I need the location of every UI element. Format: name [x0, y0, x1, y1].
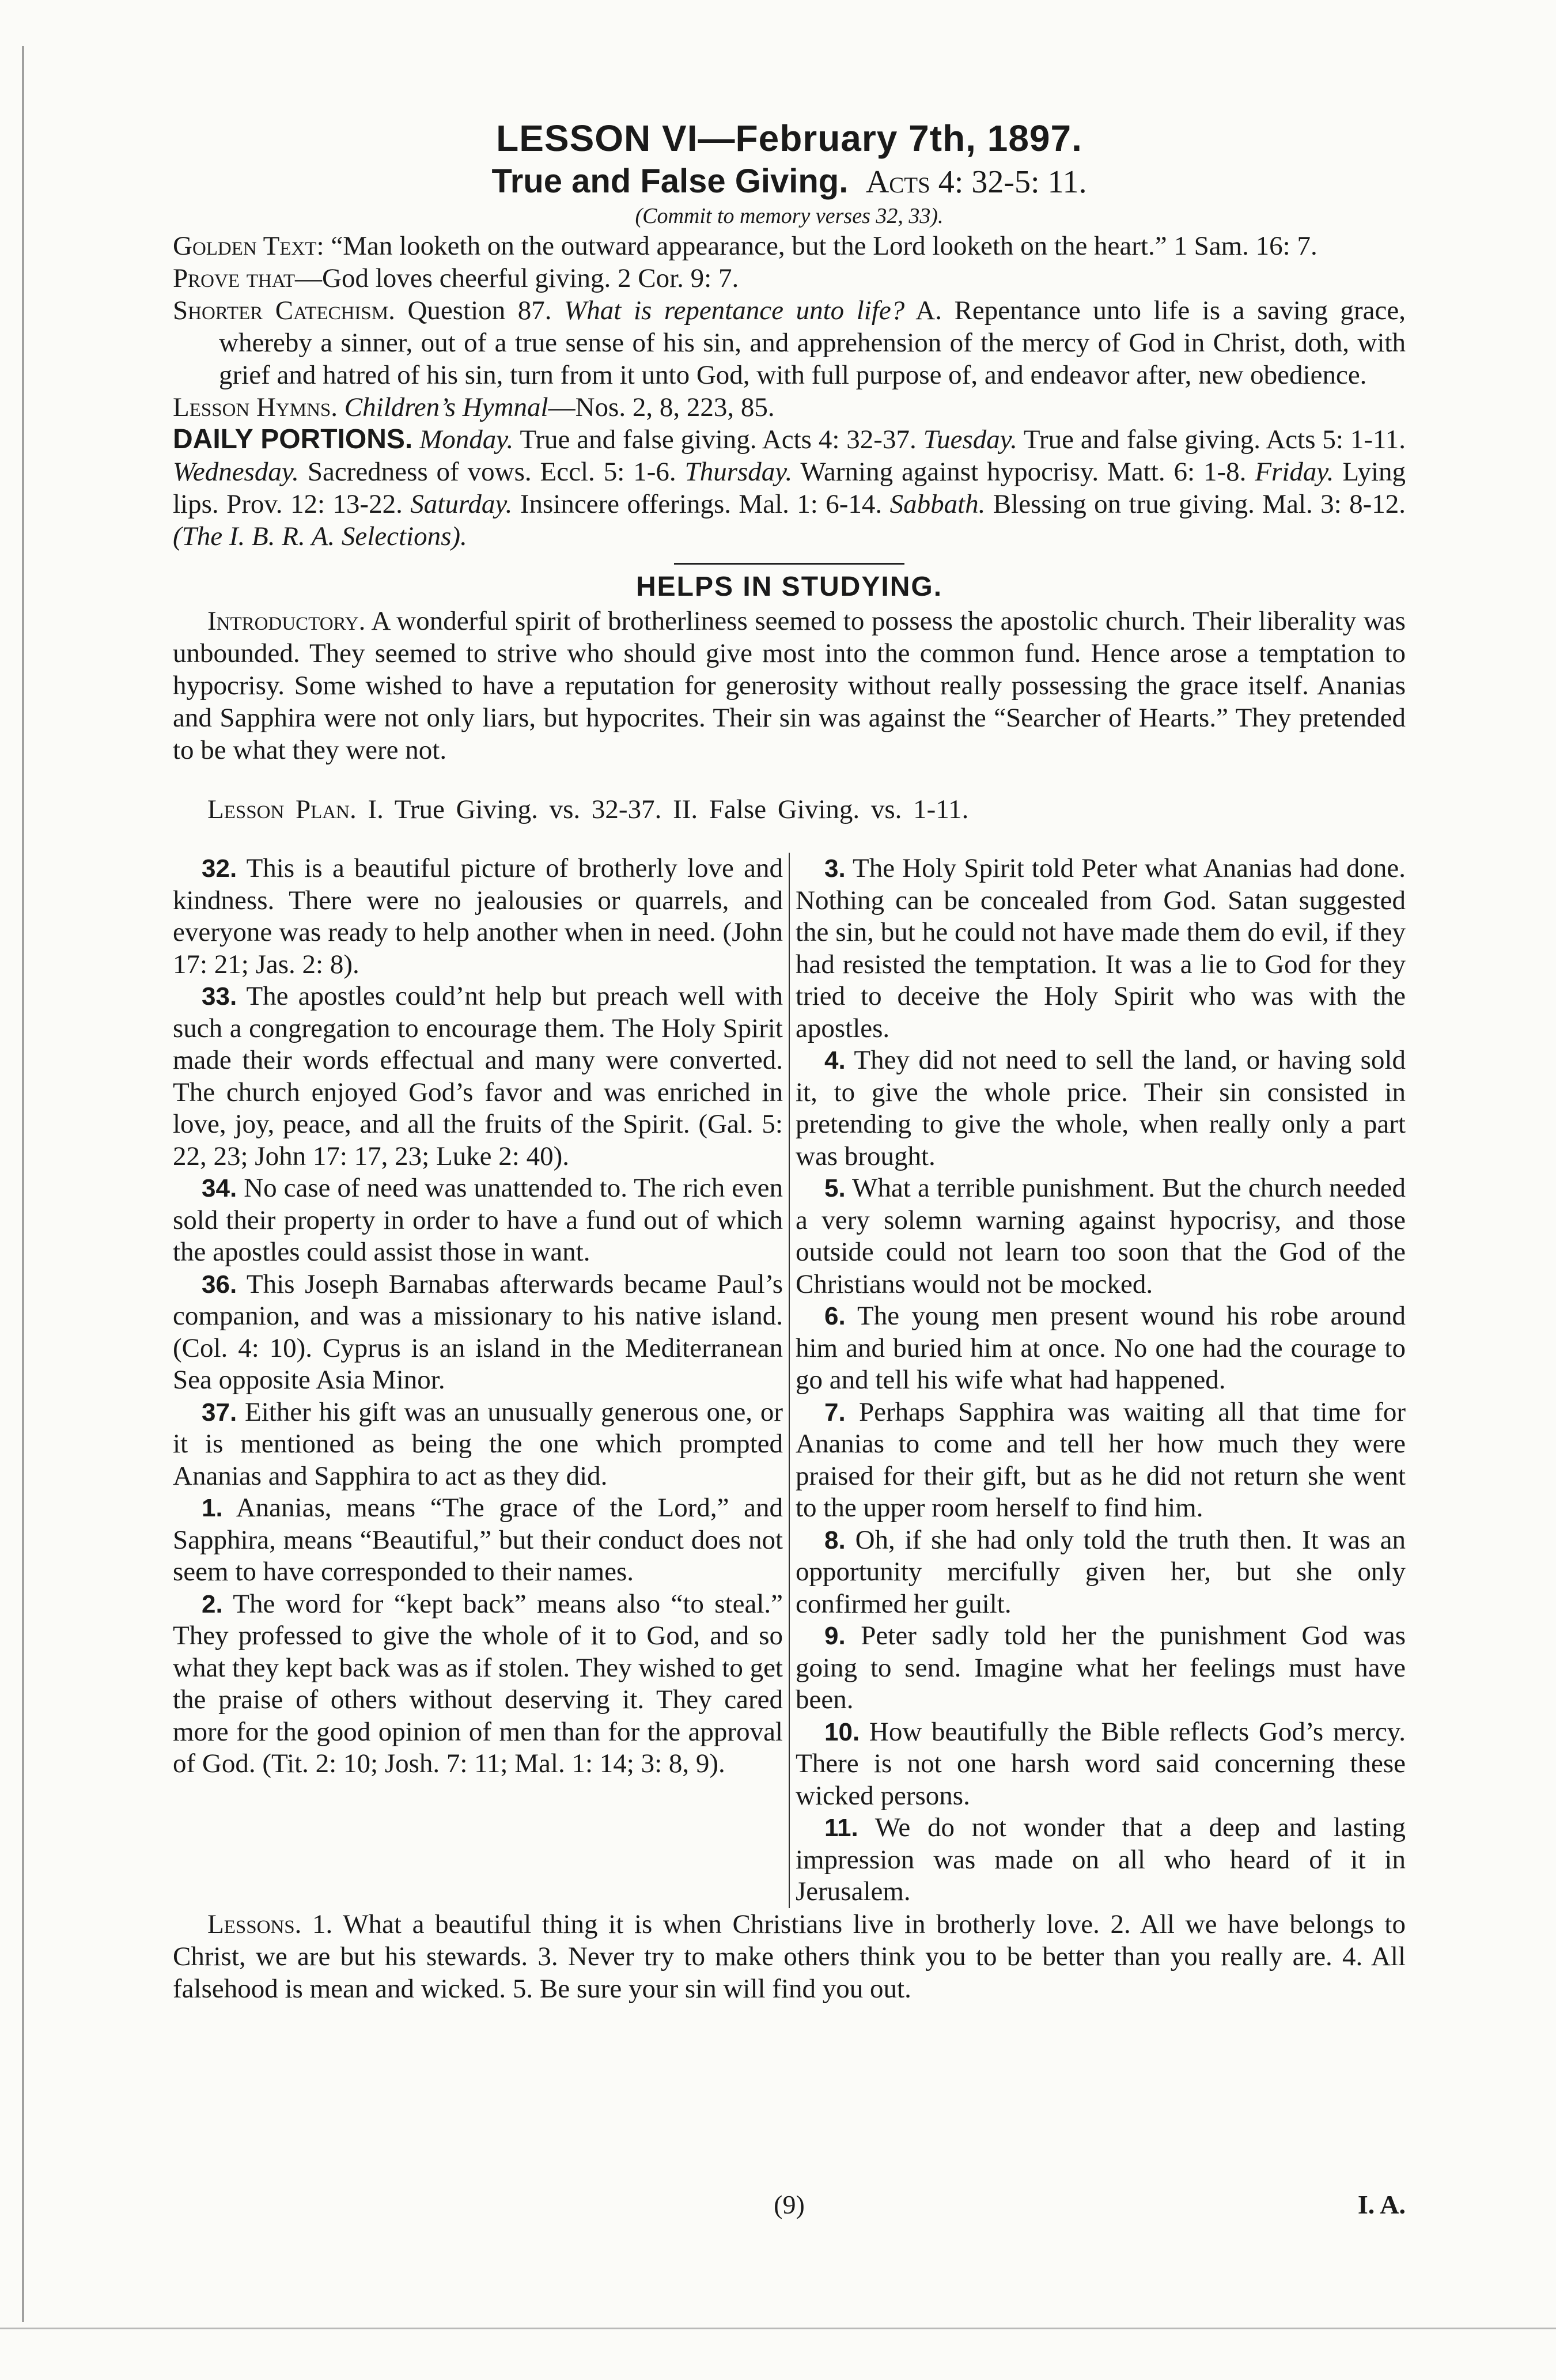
- verse-note-text: No case of need was unattended to. The rich even sold their property in order to have a fund out of which the apostles could assist those in want.: [173, 1173, 783, 1267]
- helps-heading: HELPS IN STUDYING.: [635, 572, 943, 602]
- tuesday-reading: True and false giving. Acts 5: 1-11.: [1023, 425, 1406, 455]
- lesson-page: [173, 115, 1406, 2005]
- verse-note: [173, 1172, 783, 1269]
- left-column: [173, 853, 790, 1908]
- verse-note-text: This Joseph Barnabas afterwards became Paul’s companion, and was a missionary to his native island. (Col. 4: 10). Cyprus is an island in the Mediterranean Sea opposite Asia Minor.: [173, 1269, 783, 1395]
- prove-label: Prove that: [173, 263, 296, 293]
- verse-note-text: Ananias, means “The grace of the Lord,” and Sapphira, means “Beautiful,” but their conduct does not seem to have corresponded to their names.: [173, 1493, 783, 1587]
- introductory-label: Introductory.: [207, 606, 366, 636]
- lesson-title: LESSON VI—February 7th, 1897.: [496, 118, 1082, 159]
- hymns-label: Lesson Hymns.: [173, 392, 338, 422]
- lessons-label: Lessons.: [207, 1909, 302, 1939]
- verse-number: 34.: [202, 1174, 237, 1202]
- binding-edge: [22, 46, 24, 2322]
- introductory: [173, 605, 1406, 766]
- verse-note: [796, 1716, 1406, 1813]
- day-friday: Friday.: [1255, 457, 1334, 487]
- verse-number: 4.: [824, 1046, 846, 1074]
- catechism-question: What is repentance unto life?: [564, 296, 905, 326]
- prove-body: —God loves cheerful giving. 2 Cor. 9: 7.: [295, 263, 739, 293]
- verse-note-text: Perhaps Sapphira was waiting all that time for Ananias to come and tell her how much they were praised for their gift, but as he did not return she went to the upper room herself to find him.: [796, 1397, 1406, 1523]
- verse-note-text: Either his gift was an unusually generous one, or it is mentioned as being the one which prompted Ananias and Sapphira to act as they did.: [173, 1397, 783, 1491]
- saturday-reading: Insincere offerings. Mal. 1: 6-14.: [520, 489, 883, 519]
- golden-text-body: “Man looketh on the outward appearance, but the Lord looketh on the heart.” 1 Sam. 16: 7.: [331, 231, 1318, 261]
- verse-note: [796, 1045, 1406, 1172]
- page-bottom-edge: [0, 2328, 1556, 2329]
- verse-note: [796, 1172, 1406, 1300]
- verse-note: [173, 1397, 783, 1493]
- verse-number: 33.: [202, 982, 237, 1011]
- day-wednesday: Wednesday.: [173, 457, 299, 487]
- lesson-subject-line: [173, 161, 1406, 202]
- day-monday: Monday.: [419, 425, 514, 455]
- lessons: [173, 1908, 1406, 2005]
- wednesday-reading: Sacredness of vows. Eccl. 5: 1-6.: [307, 457, 676, 487]
- verse-note: [796, 1524, 1406, 1621]
- selections-credit: (The I. B. R. A. Selections).: [173, 521, 467, 551]
- verse-note-text: Oh, if she had only told the truth then. It was an opportunity mercifully given her, but she only confirmed her guilt.: [796, 1524, 1406, 1619]
- prove-that: [173, 262, 1406, 294]
- sabbath-reading: Blessing on true giving. Mal. 3: 8-12.: [993, 489, 1406, 519]
- catechism-answer: A. Repentance unto life is a saving grace, whereby a sinner, out of a true sense of his sin, and apprehension of the mercy of God in Christ, doth, with grief and hatred of his sin, turn from it unto God, with full purpose of, and endeavor after, new obedience.: [219, 296, 1406, 390]
- day-tuesday: Tuesday.: [923, 425, 1017, 455]
- verse-number: 36.: [202, 1270, 237, 1299]
- lessons-text: 1. What a beautiful thing it is when Christians live in brotherly love. 2. All we have belongs to Christ, we are but his stewards. 3. Never try to make others think you to be better than you really are. 4. All falsehood is mean and wicked. 5. Be sure your sin will find you out.: [173, 1909, 1406, 2004]
- verse-number: 10.: [824, 1717, 860, 1746]
- introductory-text: A wonderful spirit of brotherliness seemed to possess the apostolic church. Their liberality was unbounded. They seemed to strive who should give most into the common fund. Hence arose a temptation to hypocrisy. Some wished to have a reputation for generosity without really possessing the grace itself. Ananias and Sapphira were not only liars, but hypocrites. Their sin was against the “Searcher of Hearts.” They pretended to be what they were not.: [173, 606, 1406, 765]
- verse-number: 32.: [202, 854, 237, 883]
- verse-note-text: They did not need to sell the land, or having sold it, to give the whole price. Their sin consisted in pretending to give the whole, when really only a part was brought.: [796, 1045, 1406, 1171]
- verse-note-text: What a terrible punishment. But the church needed a very solemn warning against hypocrisy, and those outside could not learn too soon that the God of the Christians would not be mocked.: [796, 1173, 1406, 1299]
- verse-number: 6.: [824, 1302, 846, 1330]
- right-column: [790, 853, 1406, 1908]
- verse-number: 8.: [824, 1526, 846, 1554]
- shorter-catechism: [173, 294, 1406, 391]
- verse-note: [796, 1812, 1406, 1908]
- verse-note: [173, 981, 783, 1172]
- footer-initials: I. A.: [1357, 2190, 1406, 2219]
- monday-reading: True and false giving. Acts 4: 32-37.: [520, 425, 917, 455]
- verse-note: [173, 1492, 783, 1588]
- hymns-book: Children’s Hymnal: [344, 392, 548, 422]
- verse-note: [796, 1300, 1406, 1397]
- lesson-plan: [173, 793, 1406, 826]
- golden-text: [173, 230, 1406, 262]
- hymns-numbers: —Nos. 2, 8, 223, 85.: [548, 392, 775, 422]
- day-thursday: Thursday.: [684, 457, 793, 487]
- verse-number: 11.: [824, 1814, 858, 1842]
- verse-number: 2.: [202, 1590, 223, 1618]
- verse-note-text: The Holy Spirit told Peter what Ananias had done. Nothing can be concealed from God. Satan suggested the sin, but he could not have made them do evil, if they had resisted the temptation. It was a lie to God for they tried to deceive the Holy Spirit who was with the apostles.: [796, 853, 1406, 1043]
- lesson-reference: Acts 4: 32-5: 11.: [865, 164, 1087, 200]
- verse-notes: [173, 853, 1406, 1908]
- section-divider: [674, 563, 904, 565]
- day-sabbath: Sabbath.: [889, 489, 986, 519]
- verse-note-text: The apostles could’nt help but preach well with such a congregation to encourage them. The Holy Spirit made their words effectual and many were converted. The church enjoyed God’s favor and was enriched in love, joy, peace, and all the fruits of the Spirit. (Gal. 5: 22, 23; John 17: 17, 23; Luke 2: 40).: [173, 981, 783, 1171]
- verse-note: [173, 1269, 783, 1397]
- verse-note-text: Peter sadly told her the punishment God was going to send. Imagine what her feelings must have been.: [796, 1621, 1406, 1715]
- verse-note: [173, 1588, 783, 1780]
- catechism-label: Shorter Catechism.: [173, 296, 395, 326]
- verse-number: 9.: [824, 1622, 846, 1650]
- verse-number: 1.: [202, 1494, 223, 1522]
- verse-note: [796, 853, 1406, 1045]
- verse-note-text: How beautifully the Bible reflects God’s mercy. There is not one harsh word said concerning these wicked persons.: [796, 1716, 1406, 1811]
- friday-reading: Lying lips. Prov. 12: 13-22.: [173, 457, 1406, 519]
- verse-note-text: We do not wonder that a deep and lasting impression was made on all who heard of it in Jerusalem.: [796, 1813, 1406, 1906]
- day-saturday: Saturday.: [410, 489, 513, 519]
- lesson-subject: True and False Giving.: [491, 162, 849, 200]
- page-footer: [173, 2189, 1406, 2224]
- verse-note: [796, 1397, 1406, 1524]
- verse-note-text: This is a beautiful picture of brotherly love and kindness. There were no jealousies or quarrels, and everyone was ready to help another when in need. (John 17: 21; Jas. 2: 8).: [173, 853, 783, 979]
- verse-number: 5.: [824, 1174, 846, 1202]
- verse-number: 37.: [202, 1398, 237, 1427]
- lesson-hymns: [173, 391, 1406, 423]
- verse-note-text: The young men present wound his robe around him and buried him at once. No one had the courage to go and tell his wife what had happened.: [796, 1301, 1406, 1395]
- commit-note: (Commit to memory verses 32, 33).: [635, 204, 944, 228]
- catechism-question-number: Question 87.: [407, 296, 552, 326]
- verse-note-text: The word for “kept back” means also “to steal.” They professed to give the whole of it to God, and so what they kept back was as if stolen. They wished to get the praise of others without deserving it. They cared more for the good opinion of men than for the approval of God. (Tit. 2: 10; Josh. 7: 11; Mal. 1: 14; 3: 8, 9).: [173, 1588, 783, 1779]
- daily-portions-label: DAILY PORTIONS.: [173, 424, 413, 455]
- lesson-plan-text: I. True Giving. vs. 32-37. II. False Giving. vs. 1-11.: [368, 794, 969, 824]
- thursday-reading: Warning against hypocrisy. Matt. 6: 1-8.: [800, 457, 1247, 487]
- verse-note: [796, 1620, 1406, 1716]
- daily-portions: [173, 423, 1406, 553]
- verse-number: 7.: [824, 1398, 846, 1427]
- golden-text-label: Golden Text:: [173, 231, 324, 261]
- lesson-plan-label: Lesson Plan.: [207, 794, 357, 824]
- verse-note: [173, 853, 783, 981]
- page-number: (9): [774, 2190, 805, 2219]
- verse-number: 3.: [824, 854, 846, 883]
